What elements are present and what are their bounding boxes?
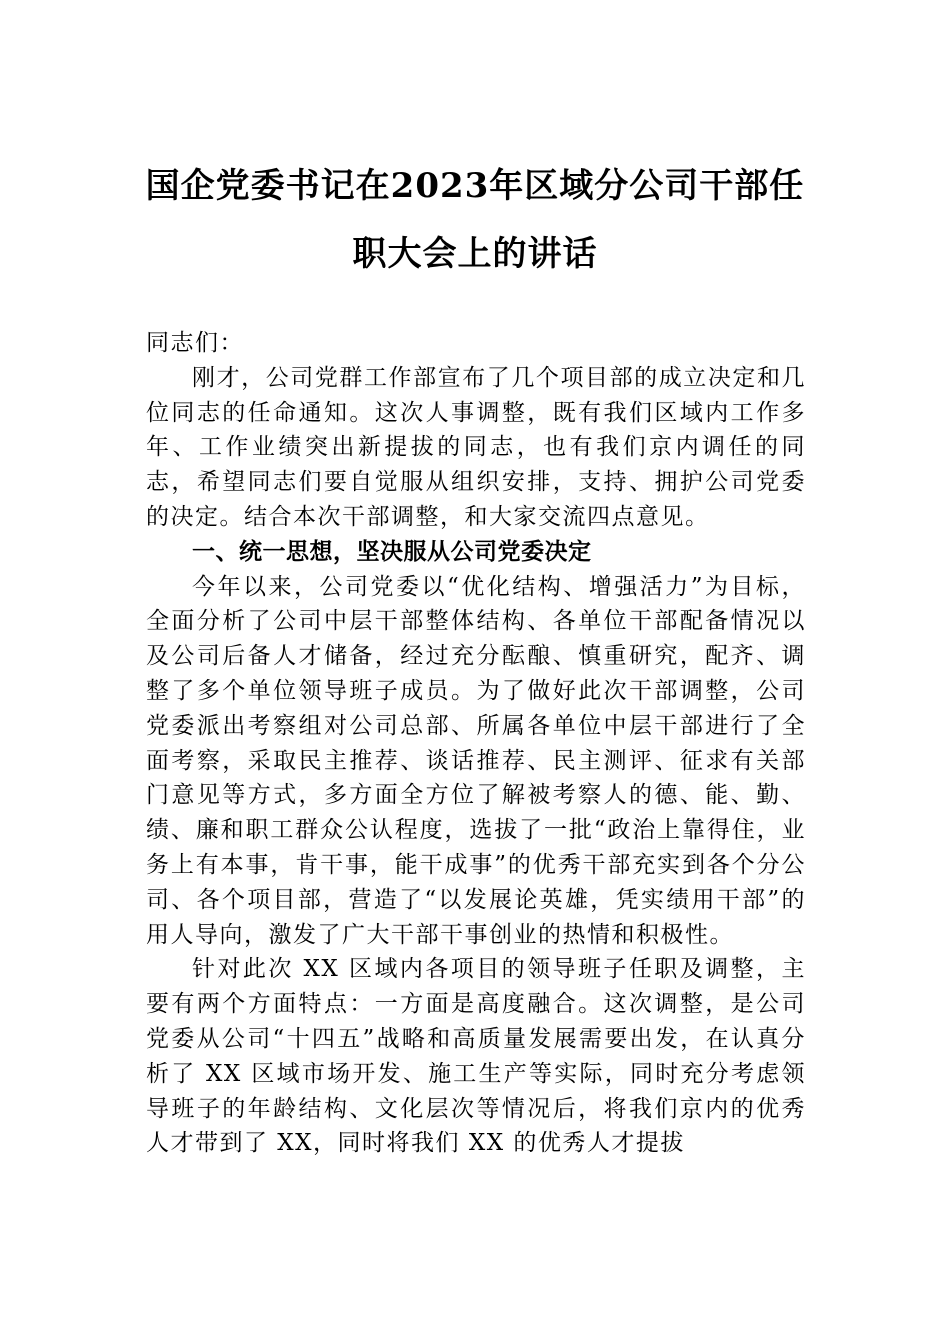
section-heading-1: 一、统一思想，坚决服从公司党委决定	[192, 538, 592, 565]
paragraph-section1-2: 针对此次 XX 区域内各项目的领导班子任职及调整，主要有两个方面特点：一方面是高度融合。这次调整，是公司党委从公司“十四五”战略和高质量发展需要出发，在认真分析了 XX 区域市场开发、施工生产等实际，同时充分考虑领导班子的年龄结构、文化层次等情况后，将我们京内的优秀人才带到了 XX，同时将我们 XX 的优秀人才提拔	[146, 956, 806, 1157]
paragraph-intro: 刚才，公司党群工作部宣布了几个项目部的成立决定和几位同志的任命通知。这次人事调整，既有我们区域内工作多年、工作业绩突出新提拔的同志，也有我们京内调任的同志，希望同志们要自觉服从组织安排，支持、拥护公司党委的决定。结合本次干部调整，和大家交流四点意见。	[146, 364, 806, 530]
document-title: 国企党委书记在2023年区域分公司干部任职大会上的讲话	[145, 166, 805, 274]
document-body	[146, 326, 806, 1161]
paragraph-section1-1: 今年以来，公司党委以“优化结构、增强活力”为目标，全面分析了公司中层干部整体结构、各单位干部配备情况以及公司后备人才储备，经过充分酝酿、慎重研究，配齐、调整了多个单位领导班子成员。为了做好此次干部调整，公司党委派出考察组对公司总部、所属各单位中层干部进行了全面考察，采取民主推荐、谈话推荐、民主测评、征求有关部门意见等方式，多方面全方位了解被考察人的德、能、勤、绩、廉和职工群众公认程度，选拔了一批“政治上靠得住，业务上有本事，肯干事，能干成事”的优秀干部充实到各个分公司、各个项目部，营造了“以发展论英雄，凭实绩用干部”的用人导向，激发了广大干部干事创业的热情和积极性。	[146, 573, 806, 948]
salutation: 同志们：	[146, 330, 244, 356]
